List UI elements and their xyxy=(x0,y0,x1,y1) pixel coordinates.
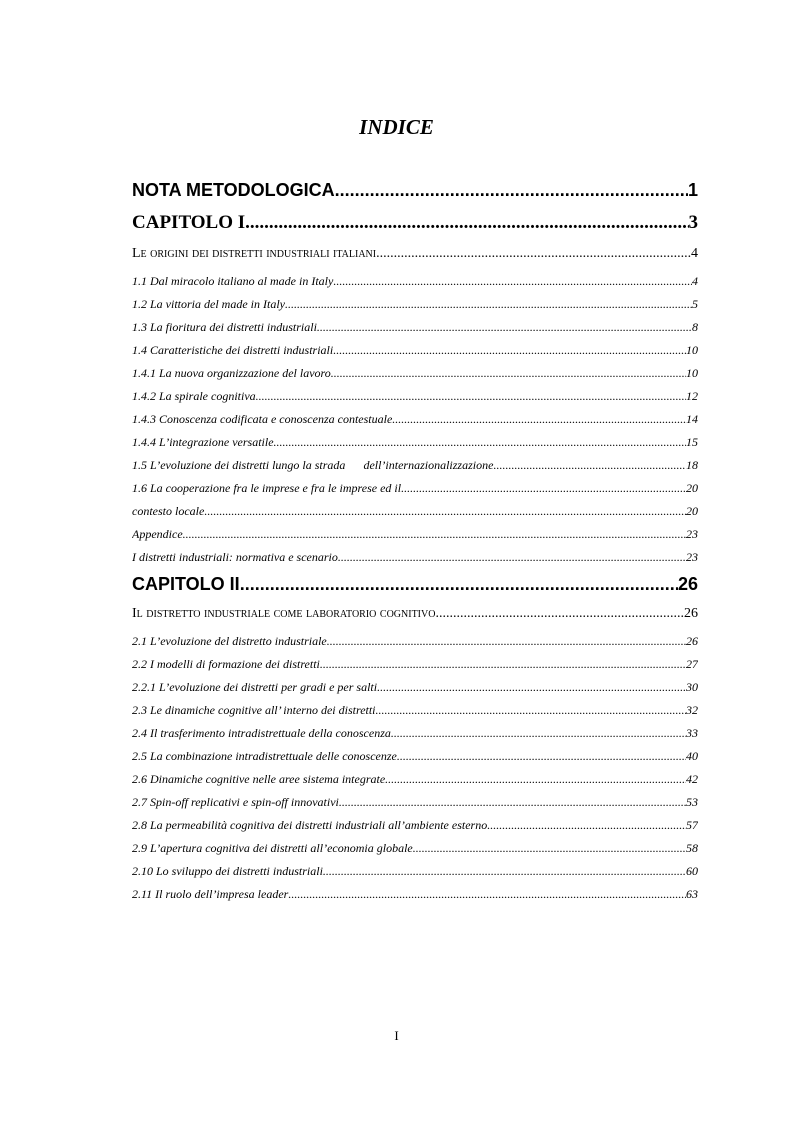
toc-entry-label: 2.1 L’evoluzione del distretto industriale xyxy=(132,634,327,648)
toc-entry-label: 1.5 L’evoluzione dei distretti lungo la strada xyxy=(132,458,346,472)
toc-leader-dots xyxy=(204,504,686,519)
toc-leader-dots xyxy=(385,772,686,787)
toc-leader-dots xyxy=(285,297,692,312)
toc-entry[interactable] xyxy=(132,481,698,496)
toc-leader-dots xyxy=(183,527,686,542)
toc-entry[interactable] xyxy=(132,887,698,902)
toc-entry-page: 26 xyxy=(677,574,698,594)
toc-entry-label: Appendice xyxy=(132,527,183,541)
toc-entry-page: 20 xyxy=(686,504,698,518)
toc-entry-page: 42 xyxy=(686,772,698,786)
toc-entry-page: 26 xyxy=(686,634,698,648)
toc-entry-page: 5 xyxy=(692,297,698,311)
toc-entry-page: 23 xyxy=(686,550,698,564)
toc-leader-dots xyxy=(323,864,686,879)
toc-entry-page: 15 xyxy=(686,435,698,449)
toc-entry[interactable] xyxy=(132,435,698,450)
toc-leader-dots xyxy=(327,634,686,649)
toc-entry[interactable] xyxy=(132,726,698,741)
toc-entry[interactable] xyxy=(132,320,698,335)
toc-entry-page: 1 xyxy=(687,180,698,200)
toc-entry[interactable] xyxy=(132,550,698,565)
toc-entry[interactable] xyxy=(132,680,698,695)
toc-entry[interactable] xyxy=(132,749,698,764)
toc-entry-nota-metodologica[interactable] xyxy=(132,180,698,201)
toc-entry-page: 53 xyxy=(686,795,698,809)
toc-entry-page: 18 xyxy=(686,458,698,472)
toc-entry-capitolo-2[interactable] xyxy=(132,574,698,595)
toc-entry-label: Le origini dei distretti industriali italiani xyxy=(132,246,377,261)
toc-leader-dots xyxy=(339,795,686,810)
toc-entry-section[interactable] xyxy=(132,246,698,262)
toc-entry-page: 60 xyxy=(686,864,698,878)
toc-entry-label: 2.6 Dinamiche cognitive nelle aree sistema integrate xyxy=(132,772,386,786)
toc-entry-page: 58 xyxy=(686,841,698,855)
toc-entry-label: CAPITOLO I xyxy=(132,212,246,233)
toc-entry-label: 2.10 Lo sviluppo dei distretti industriali xyxy=(132,864,323,878)
toc-entry-label: 1.4.4 L’integrazione versatile xyxy=(132,435,274,449)
toc-leader-dots xyxy=(245,212,688,234)
toc-entry[interactable] xyxy=(132,864,698,879)
toc-leader-dots xyxy=(288,887,686,902)
toc-entry[interactable] xyxy=(132,297,698,312)
toc-leader-dots xyxy=(338,550,686,565)
toc-entry-label: contesto locale xyxy=(132,504,205,518)
toc-entry-label: 2.7 Spin-off replicativi e spin-off innovativi xyxy=(132,795,339,809)
toc-entry[interactable] xyxy=(132,818,698,833)
toc-leader-dots xyxy=(376,246,691,262)
toc-leader-dots xyxy=(317,320,692,335)
toc-leader-dots xyxy=(435,606,684,622)
toc-entry[interactable] xyxy=(132,504,698,519)
toc-entry-page: 3 xyxy=(688,212,698,233)
toc-entry-label-continued: dell’internazionalizzazione xyxy=(363,458,494,472)
toc-entry-label: 2.2 I modelli di formazione dei distretti xyxy=(132,657,320,671)
toc-entry-page: 14 xyxy=(686,412,698,426)
toc-leader-dots xyxy=(240,574,678,595)
toc-entry-label: 1.3 La fioritura dei distretti industriali xyxy=(132,320,317,334)
toc-leader-dots xyxy=(493,458,686,473)
toc-leader-dots xyxy=(391,726,686,741)
toc-leader-dots xyxy=(487,818,686,833)
toc-entry-page: 4 xyxy=(692,274,698,288)
toc-leader-dots xyxy=(335,180,688,201)
toc-entry-capitolo-1[interactable] xyxy=(132,212,698,234)
toc-entry-page: 63 xyxy=(686,887,698,901)
toc-entry[interactable] xyxy=(132,703,698,718)
toc-entry[interactable] xyxy=(132,458,698,473)
toc-leader-dots xyxy=(392,412,686,427)
toc-entry[interactable] xyxy=(132,412,698,427)
toc-leader-dots xyxy=(320,657,686,672)
toc-entry-label: 1.2 La vittoria del made in Italy xyxy=(132,297,285,311)
toc-entry-label: 2.3 Le dinamiche cognitive all’ interno dei distretti xyxy=(132,703,376,717)
toc-entry-label: 1.4 Caratteristiche dei distretti industriali xyxy=(132,343,334,357)
toc-entry-label: 2.4 Il trasferimento intradistrettuale della conoscenza xyxy=(132,726,391,740)
toc-entry-page: 26 xyxy=(684,606,698,621)
toc-entry-page: 10 xyxy=(686,366,698,380)
toc-entry-label: I distretti industriali: normativa e scenario xyxy=(132,550,338,564)
toc-entry-page: 30 xyxy=(686,680,698,694)
toc-entry[interactable] xyxy=(132,657,698,672)
toc-entry[interactable] xyxy=(132,274,698,289)
toc-entry[interactable] xyxy=(132,343,698,358)
page-title: INDICE xyxy=(359,115,434,139)
toc-entry[interactable] xyxy=(132,795,698,810)
toc-leader-dots xyxy=(333,343,686,358)
toc-entry-label: 2.9 L’apertura cognitiva dei distretti all’economia globale xyxy=(132,841,413,855)
toc-entry-page: 20 xyxy=(686,481,698,495)
toc-entry-page: 27 xyxy=(686,657,698,671)
toc-leader-dots xyxy=(413,841,686,856)
toc-leader-dots xyxy=(377,680,686,695)
toc-leader-dots xyxy=(274,435,686,450)
toc-entry-label: 1.4.3 Conoscenza codificata e conoscenza contestuale xyxy=(132,412,393,426)
page-number: I xyxy=(394,1028,399,1043)
toc-entry[interactable] xyxy=(132,634,698,649)
toc-entry-page: 23 xyxy=(686,527,698,541)
toc-entry-label: 2.8 La permeabilità cognitiva dei distretti industriali all’ambiente esterno xyxy=(132,818,488,832)
toc-entry-label: 1.6 La cooperazione fra le imprese e fra le imprese ed il xyxy=(132,481,402,495)
toc-entry-section[interactable] xyxy=(132,606,698,622)
toc-entry[interactable] xyxy=(132,841,698,856)
toc-entry-label: 2.11 Il ruolo dell’impresa leader xyxy=(132,887,289,901)
toc-entry-page: 40 xyxy=(686,749,698,763)
toc-entry-page: 33 xyxy=(686,726,698,740)
toc-entry[interactable] xyxy=(132,527,698,542)
toc-entry-page: 10 xyxy=(686,343,698,357)
toc-entry-label: 1.4.2 La spirale cognitiva xyxy=(132,389,256,403)
toc-leader-dots xyxy=(397,749,686,764)
toc-entry-page: 32 xyxy=(686,703,698,717)
toc-entry[interactable] xyxy=(132,772,698,787)
toc-entry-label: 2.2.1 L’evoluzione dei distretti per gradi e per salti xyxy=(132,680,378,694)
toc-leader-dots xyxy=(331,366,686,381)
toc-entry-label: 1.1 Dal miracolo italiano al made in Italy xyxy=(132,274,334,288)
toc-entry-page: 12 xyxy=(686,389,698,403)
toc-leader-dots xyxy=(376,703,686,718)
toc-entry[interactable] xyxy=(132,389,698,404)
toc-leader-dots xyxy=(256,389,686,404)
toc-entry-page: 8 xyxy=(692,320,698,334)
toc-entry-label: Il distretto industriale come laboratorio cognitivo xyxy=(132,606,436,621)
toc-entry-page: 57 xyxy=(686,818,698,832)
toc-leader-dots xyxy=(401,481,686,496)
toc-entry-label: NOTA METODOLOGICA xyxy=(132,180,335,200)
toc-entry-label: 2.5 La combinazione intradistrettuale delle conoscenze xyxy=(132,749,397,763)
toc-leader-dots xyxy=(333,274,692,289)
toc-entry-label: 1.4.1 La nuova organizzazione del lavoro xyxy=(132,366,331,380)
toc-entry-label: CAPITOLO II xyxy=(132,574,240,594)
toc-entry-page: 4 xyxy=(691,246,698,261)
toc-entry[interactable] xyxy=(132,366,698,381)
